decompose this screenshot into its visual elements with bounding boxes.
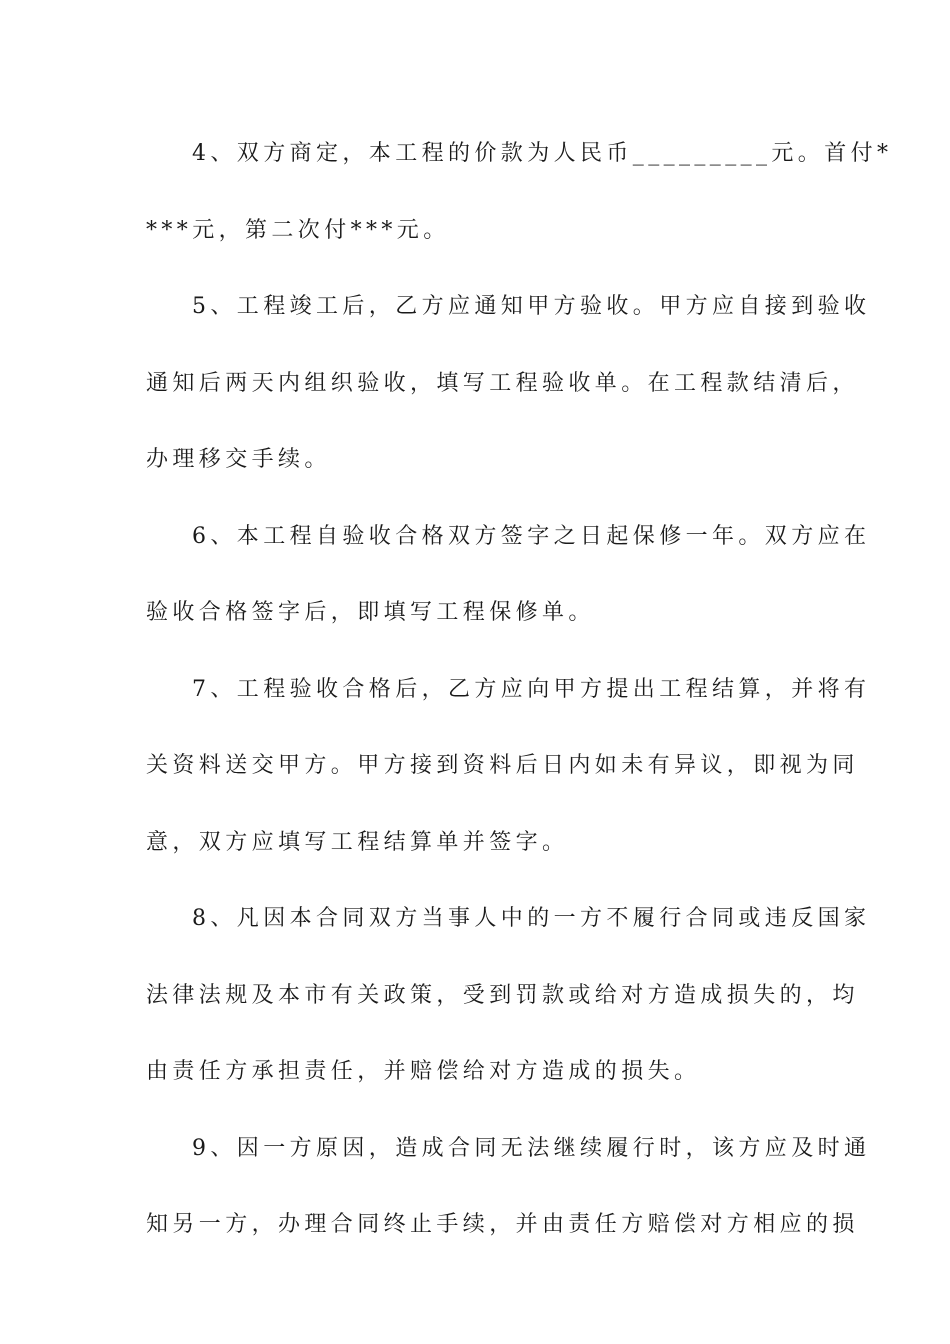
clause-4-line-2: ***元，第二次付***元。 bbox=[146, 217, 450, 243]
clause-6-line-1: 6、本工程自验收合格双方签字之日起保修一年。双方应在 bbox=[192, 523, 871, 549]
clause-5-line-1: 5、工程竣工后，乙方应通知甲方验收。甲方应自接到验收 bbox=[192, 294, 871, 319]
clause-9-line-2: 知另一方，办理合同终止手续，并由责任方赔偿对方相应的损 bbox=[146, 1212, 859, 1237]
clause-5-line-3: 办理移交手续。 bbox=[146, 447, 331, 472]
clause-8-line-2: 法律法规及本市有关政策，受到罚款或给对方造成损失的，均 bbox=[146, 982, 859, 1008]
clause-8-line-1: 8、凡因本合同双方当事人中的一方不履行合同或违反国家 bbox=[192, 906, 871, 931]
clause-8-line-3: 由责任方承担责任，并赔偿给对方造成的损失。 bbox=[146, 1059, 701, 1084]
clause-9-line-1: 9、因一方原因，造成合同无法继续履行时，该方应及时通 bbox=[192, 1135, 871, 1161]
clause-4-line-1: 4、双方商定，本工程的价款为人民币_________元。首付* bbox=[192, 141, 893, 166]
clause-7-line-2: 关资料送交甲方。甲方接到资料后日内如未有异议，即视为同 bbox=[146, 753, 859, 778]
clause-7-line-1: 7、工程验收合格后，乙方应向甲方提出工程结算，并将有 bbox=[192, 676, 871, 702]
clause-5-line-2: 通知后两天内组织验收，填写工程验收单。在工程款结清后， bbox=[146, 370, 859, 396]
clause-7-line-3: 意，双方应填写工程结算单并签字。 bbox=[146, 829, 569, 855]
document-body bbox=[146, 126, 893, 1274]
clause-6-line-2: 验收合格签字后，即填写工程保修单。 bbox=[146, 600, 595, 625]
